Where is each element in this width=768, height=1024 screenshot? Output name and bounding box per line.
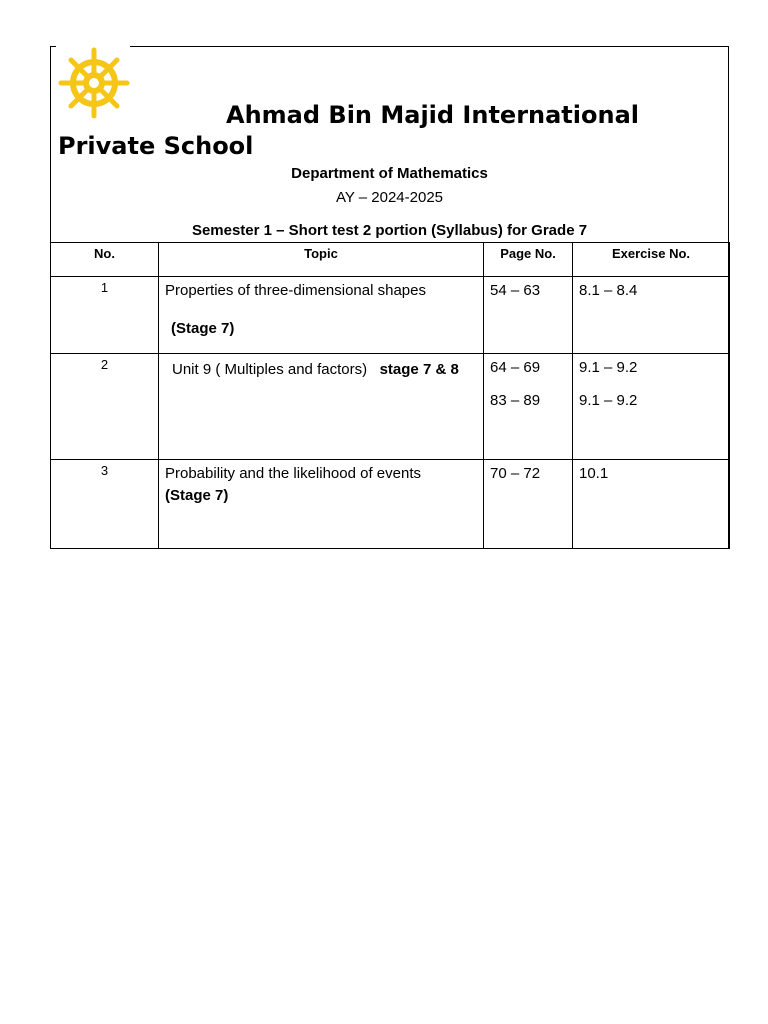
header-exercise-no: Exercise No. [573, 243, 730, 277]
topic-stage: (Stage 7) [171, 320, 235, 337]
topic-stage: (Stage 7) [165, 487, 229, 504]
row-pages [484, 460, 573, 549]
header-no: No. [51, 243, 159, 277]
page-range: 64 – 69 [490, 359, 541, 376]
table-row [51, 277, 730, 354]
school-name: Ahmad Bin Majid International Private School [58, 101, 640, 160]
header-page-no: Page No. [484, 243, 573, 277]
row-pages [484, 277, 573, 354]
topic-text: Probability and the likelihood of events [165, 465, 421, 482]
exercise-range: 9.1 – 9.2 [579, 392, 638, 409]
table-header-row [51, 243, 730, 277]
topic-line [165, 357, 477, 382]
row-topic [159, 277, 484, 354]
row-topic [159, 354, 484, 460]
header-topic: Topic [159, 243, 484, 277]
row-exercises [573, 460, 730, 549]
row-number: 3 [51, 460, 159, 549]
row-exercises [573, 277, 730, 354]
syllabus-table [50, 242, 730, 549]
exercise-range: 10.1 [579, 465, 609, 482]
row-topic [159, 460, 484, 549]
row-number: 2 [51, 354, 159, 460]
exercise-range: 9.1 – 9.2 [579, 359, 638, 376]
department-title: Department of Mathematics [291, 165, 488, 182]
row-exercises [573, 354, 730, 460]
table-row [51, 354, 730, 460]
topic-text: Unit 9 ( Multiples and factors) [172, 361, 368, 378]
document-title: Semester 1 – Short test 2 portion (Syllabus) for Grade 7 [191, 222, 588, 239]
page-range: 70 – 72 [490, 465, 541, 482]
row-pages [484, 354, 573, 460]
page-range: 54 – 63 [490, 282, 541, 299]
page-range: 83 – 89 [490, 392, 541, 409]
academic-year: AY – 2024-2025 [335, 189, 444, 206]
row-number: 1 [51, 277, 159, 354]
topic-stage: stage 7 & 8 [379, 361, 459, 378]
exercise-range: 8.1 – 8.4 [579, 282, 638, 299]
table-row [51, 460, 730, 549]
topic-text: Properties of three-dimensional shapes [165, 282, 426, 299]
